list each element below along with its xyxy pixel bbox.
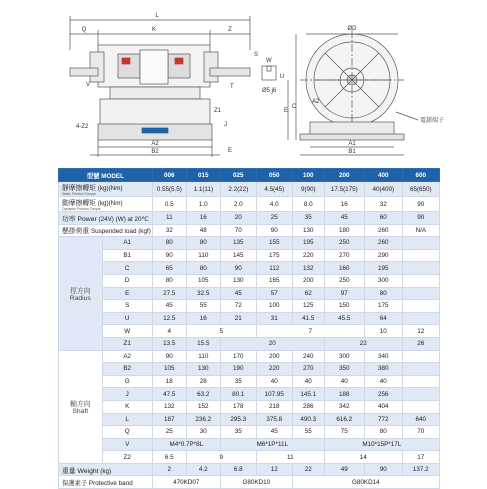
- table-cell: 170: [220, 350, 256, 363]
- table-row-D: [59, 274, 440, 287]
- table-cell: 7: [256, 325, 364, 338]
- table-cell: 55: [186, 300, 220, 313]
- table-cell: 80.1: [220, 388, 256, 401]
- table-cell: 137.2: [402, 463, 439, 476]
- model-050: 050: [256, 169, 292, 182]
- table-row-C: [59, 262, 440, 275]
- table-cell: [402, 350, 439, 363]
- row-code: G: [102, 375, 152, 388]
- table-cell: 236.2: [186, 413, 220, 426]
- row-label: 保護素子 Protective band: [59, 476, 153, 489]
- table-cell: 45: [152, 300, 186, 313]
- table-cell: 45: [324, 212, 364, 225]
- table-row-weight: [59, 463, 440, 476]
- table-cell: 218: [256, 400, 292, 413]
- table-cell: 80: [152, 274, 186, 287]
- table-cell: 27.5: [152, 287, 186, 300]
- table-cell: 105: [186, 274, 220, 287]
- table-cell: 4: [152, 325, 186, 338]
- table-row-B2: [59, 363, 440, 376]
- spec-table: [58, 168, 440, 489]
- table-cell: 132: [292, 262, 324, 275]
- dim-C: C: [292, 104, 297, 110]
- table-cell: G80KD10: [220, 476, 292, 489]
- table-cell: 65: [152, 262, 186, 275]
- table-cell: 160: [324, 262, 364, 275]
- table-cell: 470KD07: [152, 476, 220, 489]
- table-cell: M10*15P*17L: [324, 438, 439, 451]
- table-cell: 45: [256, 426, 292, 439]
- table-cell: 0.55(5.5): [152, 182, 186, 197]
- dim-A1: A1: [348, 141, 356, 147]
- table-cell: 35: [220, 375, 256, 388]
- row-code: V: [102, 438, 152, 451]
- table-cell: 47.5: [152, 388, 186, 401]
- table-cell: 295.3: [220, 413, 256, 426]
- table-cell: 80: [364, 426, 402, 439]
- table-cell: 5: [186, 325, 256, 338]
- table-cell: 35: [292, 212, 324, 225]
- table-cell: 135: [220, 237, 256, 250]
- table-cell: [402, 300, 439, 313]
- table-cell: 190: [220, 363, 256, 376]
- table-cell: 130: [220, 274, 256, 287]
- table-cell: 2.0: [220, 197, 256, 212]
- table-cell: 22: [292, 463, 324, 476]
- table-cell: 31: [256, 312, 292, 325]
- table-cell: 175: [364, 300, 402, 313]
- table-cell: 12: [256, 463, 292, 476]
- row-code: K: [102, 400, 152, 413]
- table-cell: 0.5: [152, 197, 186, 212]
- radius-group-label: 徑方向 Radius: [59, 237, 103, 350]
- table-cell: 32: [364, 197, 402, 212]
- dim-B1: B1: [348, 149, 356, 155]
- table-row-G: [59, 375, 440, 388]
- model-400: 400: [364, 169, 402, 182]
- table-cell: 150: [324, 300, 364, 313]
- table-cell: 11: [152, 212, 186, 225]
- table-cell: M6*1P*11L: [220, 438, 324, 451]
- table-row-V: [59, 438, 440, 451]
- table-cell: 256: [364, 388, 402, 401]
- table-cell: 65(650): [402, 182, 439, 197]
- shaft-group-label: 軸方向 Shaft: [59, 350, 103, 463]
- model-100: 100: [292, 169, 324, 182]
- table-cell: 30: [186, 426, 220, 439]
- model-600: 600: [402, 169, 439, 182]
- row-code: A2: [102, 350, 152, 363]
- dim-E: E: [228, 148, 233, 154]
- table-cell: 250: [324, 274, 364, 287]
- dim-T: T: [230, 84, 234, 90]
- row-code: E: [102, 287, 152, 300]
- table-cell: 48: [186, 224, 220, 237]
- table-cell: 200: [292, 274, 324, 287]
- table-row-dynamic-torque: [59, 197, 440, 212]
- table-cell: 2.2(22): [220, 182, 256, 197]
- table-cell: 45.5: [324, 312, 364, 325]
- dim-Q: Q: [81, 27, 87, 33]
- table-cell: 1.1(11): [186, 182, 220, 197]
- table-cell: [402, 249, 439, 262]
- dim-S: S: [254, 52, 259, 58]
- table-cell: 9(90): [292, 182, 324, 197]
- table-cell: 100: [256, 300, 292, 313]
- table-cell: 40: [324, 375, 364, 388]
- table-cell: 188: [324, 388, 364, 401]
- table-cell: 90: [402, 197, 439, 212]
- table-cell: 175: [256, 249, 292, 262]
- table-cell: 72: [220, 300, 256, 313]
- row-code: Z2: [102, 451, 152, 464]
- table-cell: 64: [364, 312, 402, 325]
- table-cell: 40: [364, 375, 402, 388]
- table-cell: [402, 400, 439, 413]
- table-cell: 342: [324, 400, 364, 413]
- row-label: 懸掛荷重 Suspended load (kgf): [59, 224, 153, 237]
- table-cell: 640: [402, 413, 439, 426]
- table-cell: 40(400): [364, 182, 402, 197]
- table-cell: 4.5(45): [256, 182, 292, 197]
- table-cell: [402, 363, 439, 376]
- table-cell: 80: [152, 237, 186, 250]
- dim-A2-side: A2: [312, 99, 320, 105]
- table-cell: 90: [220, 262, 256, 275]
- table-cell: 18: [152, 375, 186, 388]
- table-cell: 11: [256, 451, 324, 464]
- table-cell: 130: [186, 363, 220, 376]
- table-cell: 17: [402, 451, 439, 464]
- table-row-B1: [59, 249, 440, 262]
- row-code: S: [102, 300, 152, 313]
- table-cell: 180: [324, 224, 364, 237]
- table-cell: 70: [220, 224, 256, 237]
- table-cell: 270: [324, 249, 364, 262]
- row-code: J: [102, 388, 152, 401]
- row-code: U: [102, 312, 152, 325]
- table-cell: 220: [292, 249, 324, 262]
- table-cell: 6.8: [220, 463, 256, 476]
- table-cell: 187: [152, 413, 186, 426]
- table-cell: 2: [152, 463, 186, 476]
- table-cell: 110: [186, 350, 220, 363]
- model-015: 015: [186, 169, 220, 182]
- table-cell: 75: [324, 426, 364, 439]
- table-cell: 1.0: [186, 197, 220, 212]
- table-cell: 4.0: [256, 197, 292, 212]
- table-header-row: [59, 169, 440, 182]
- table-cell: 90: [364, 463, 402, 476]
- table-cell: 90: [152, 350, 186, 363]
- table-cell: 110: [186, 249, 220, 262]
- row-label: 重量 Weight (kg): [59, 463, 153, 476]
- dim-Z1: Z1: [214, 108, 222, 114]
- table-cell: 20: [220, 337, 324, 350]
- table-cell: [402, 237, 439, 250]
- dim-J: J: [224, 122, 227, 128]
- table-cell: 490.3: [292, 413, 324, 426]
- table-cell: 165: [256, 274, 292, 287]
- table-row-A1: [59, 237, 440, 250]
- table-cell: 21: [220, 312, 256, 325]
- table-cell: 16: [186, 312, 220, 325]
- table-cell: 145.1: [292, 388, 324, 401]
- dim-L: L: [155, 13, 159, 19]
- table-cell: 20: [220, 212, 256, 225]
- table-cell: 772: [364, 413, 402, 426]
- dim-U: U: [280, 74, 285, 80]
- row-code: B1: [102, 249, 152, 262]
- row-label: 動摩擦轉矩 (kg)(Nm) Dynamic Friction Torque: [59, 197, 153, 212]
- table-cell: 17.5(175): [324, 182, 364, 197]
- table-cell: 125: [292, 300, 324, 313]
- table-cell: 616.2: [324, 413, 364, 426]
- table-cell: 90: [152, 249, 186, 262]
- model-006: 006: [152, 169, 186, 182]
- table-cell: 112: [256, 262, 292, 275]
- table-cell: 80: [364, 287, 402, 300]
- table-cell: 130: [292, 224, 324, 237]
- table-cell: 70: [402, 426, 439, 439]
- table-cell: 145: [220, 249, 256, 262]
- table-cell: 49: [324, 463, 364, 476]
- row-code: C: [102, 262, 152, 275]
- table-cell: 380: [364, 363, 402, 376]
- row-code: B2: [102, 363, 152, 376]
- table-row-Z1: [59, 337, 440, 350]
- table-cell: 90: [402, 212, 439, 225]
- table-cell: 178: [220, 400, 256, 413]
- row-code: W: [102, 325, 152, 338]
- table-cell: 40: [292, 375, 324, 388]
- table-cell: 32.5: [186, 287, 220, 300]
- table-cell: 250: [324, 237, 364, 250]
- table-cell: 300: [364, 274, 402, 287]
- table-cell: [402, 388, 439, 401]
- table-cell: 13.5: [152, 337, 186, 350]
- table-row-static-torque: [59, 182, 440, 197]
- table-cell: 200: [256, 350, 292, 363]
- table-cell: 57: [256, 287, 292, 300]
- table-cell: 28: [186, 375, 220, 388]
- table-cell: 45: [220, 287, 256, 300]
- table-cell: 22: [324, 337, 402, 350]
- table-cell: [402, 375, 439, 388]
- model-header: 型號 MODEL: [59, 169, 153, 182]
- technical-drawing: [0, 0, 487, 160]
- table-row-Z2: [59, 451, 440, 464]
- table-row-E: [59, 287, 440, 300]
- table-cell: G80KD14: [292, 476, 439, 489]
- dim-Z2: 4-Z2: [76, 124, 89, 130]
- dim-E-side: E: [284, 108, 289, 114]
- model-200: 200: [324, 169, 364, 182]
- table-cell: 195: [364, 262, 402, 275]
- table-cell: 80: [186, 262, 220, 275]
- table-cell: 80: [186, 237, 220, 250]
- table-cell: 105: [152, 363, 186, 376]
- dim-A2: A2: [151, 141, 159, 147]
- dim-W: W: [266, 58, 272, 64]
- table-cell: 12: [402, 325, 439, 338]
- table-cell: 9: [186, 451, 256, 464]
- dim-K: K: [151, 27, 157, 33]
- table-cell: 63.2: [186, 388, 220, 401]
- table-cell: 14: [324, 451, 402, 464]
- table-cell: [402, 274, 439, 287]
- table-cell: 300: [324, 350, 364, 363]
- table-cell: 4.2: [186, 463, 220, 476]
- table-row-protective-band: [59, 476, 440, 489]
- model-025: 025: [220, 169, 256, 182]
- table-cell: 220: [256, 363, 292, 376]
- table-row-A2: [59, 350, 440, 363]
- dim-B2: B2: [151, 149, 159, 155]
- row-code: Q: [102, 426, 152, 439]
- table-cell: 340: [364, 350, 402, 363]
- table-cell: 16: [186, 212, 220, 225]
- table-cell: [402, 262, 439, 275]
- table-cell: 375.8: [256, 413, 292, 426]
- table-cell: [402, 287, 439, 300]
- table-cell: 8.0: [292, 197, 324, 212]
- table-cell: 12.5: [152, 312, 186, 325]
- table-cell: 270: [292, 363, 324, 376]
- table-row-L: [59, 413, 440, 426]
- table-cell: 25: [152, 426, 186, 439]
- row-code: A1: [102, 237, 152, 250]
- table-cell: 26: [402, 337, 439, 350]
- table-cell: 35: [220, 426, 256, 439]
- table-cell: 290: [364, 249, 402, 262]
- table-cell: 32: [152, 224, 186, 237]
- table-cell: 6.5: [152, 451, 186, 464]
- table-row-J: [59, 388, 440, 401]
- table-row-W: [59, 325, 440, 338]
- table-row-power: [59, 212, 440, 225]
- table-cell: 25: [256, 212, 292, 225]
- table-row-K: [59, 400, 440, 413]
- terminal-note: 電鉗端子: [420, 118, 445, 124]
- row-code: L: [102, 413, 152, 426]
- table-cell: 195: [292, 237, 324, 250]
- table-cell: N/A: [402, 224, 439, 237]
- table-cell: 10: [364, 325, 402, 338]
- dim-phi-j6: Ø5 j6: [262, 88, 277, 94]
- table-cell: 260: [364, 237, 402, 250]
- row-label: 功率 Power (24V) (W) at 20℃: [59, 212, 153, 225]
- table-cell: 55: [292, 426, 324, 439]
- table-cell: 16: [324, 197, 364, 212]
- table-row-U: [59, 312, 440, 325]
- table-cell: 404: [364, 400, 402, 413]
- table-cell: M4*0.7P*8L: [152, 438, 220, 451]
- table-cell: 350: [324, 363, 364, 376]
- table-cell: 155: [256, 237, 292, 250]
- table-cell: 15.5: [186, 337, 220, 350]
- table-row-suspended-load: [59, 224, 440, 237]
- table-cell: 132: [152, 400, 186, 413]
- table-cell: 41.5: [292, 312, 324, 325]
- table-cell: 60: [364, 212, 402, 225]
- table-cell: 90: [256, 224, 292, 237]
- table-cell: 260: [364, 224, 402, 237]
- table-cell: 286: [292, 400, 324, 413]
- table-cell: 240: [292, 350, 324, 363]
- table-row-Q: [59, 426, 440, 439]
- table-cell: 152: [186, 400, 220, 413]
- table-cell: 40: [256, 375, 292, 388]
- table-cell: 62: [292, 287, 324, 300]
- row-label: 靜摩擦轉矩 (kg)(Nm) Static Friction Torque: [59, 182, 153, 197]
- row-code: D: [102, 274, 152, 287]
- table-cell: [402, 312, 439, 325]
- table-row-S: [59, 300, 440, 313]
- dim-V: V: [86, 82, 91, 88]
- dim-D: ØD: [347, 26, 357, 32]
- table-cell: 97: [324, 287, 364, 300]
- row-code: Z1: [102, 337, 152, 350]
- dim-Z: Z: [228, 27, 232, 33]
- table-cell: 107.95: [256, 388, 292, 401]
